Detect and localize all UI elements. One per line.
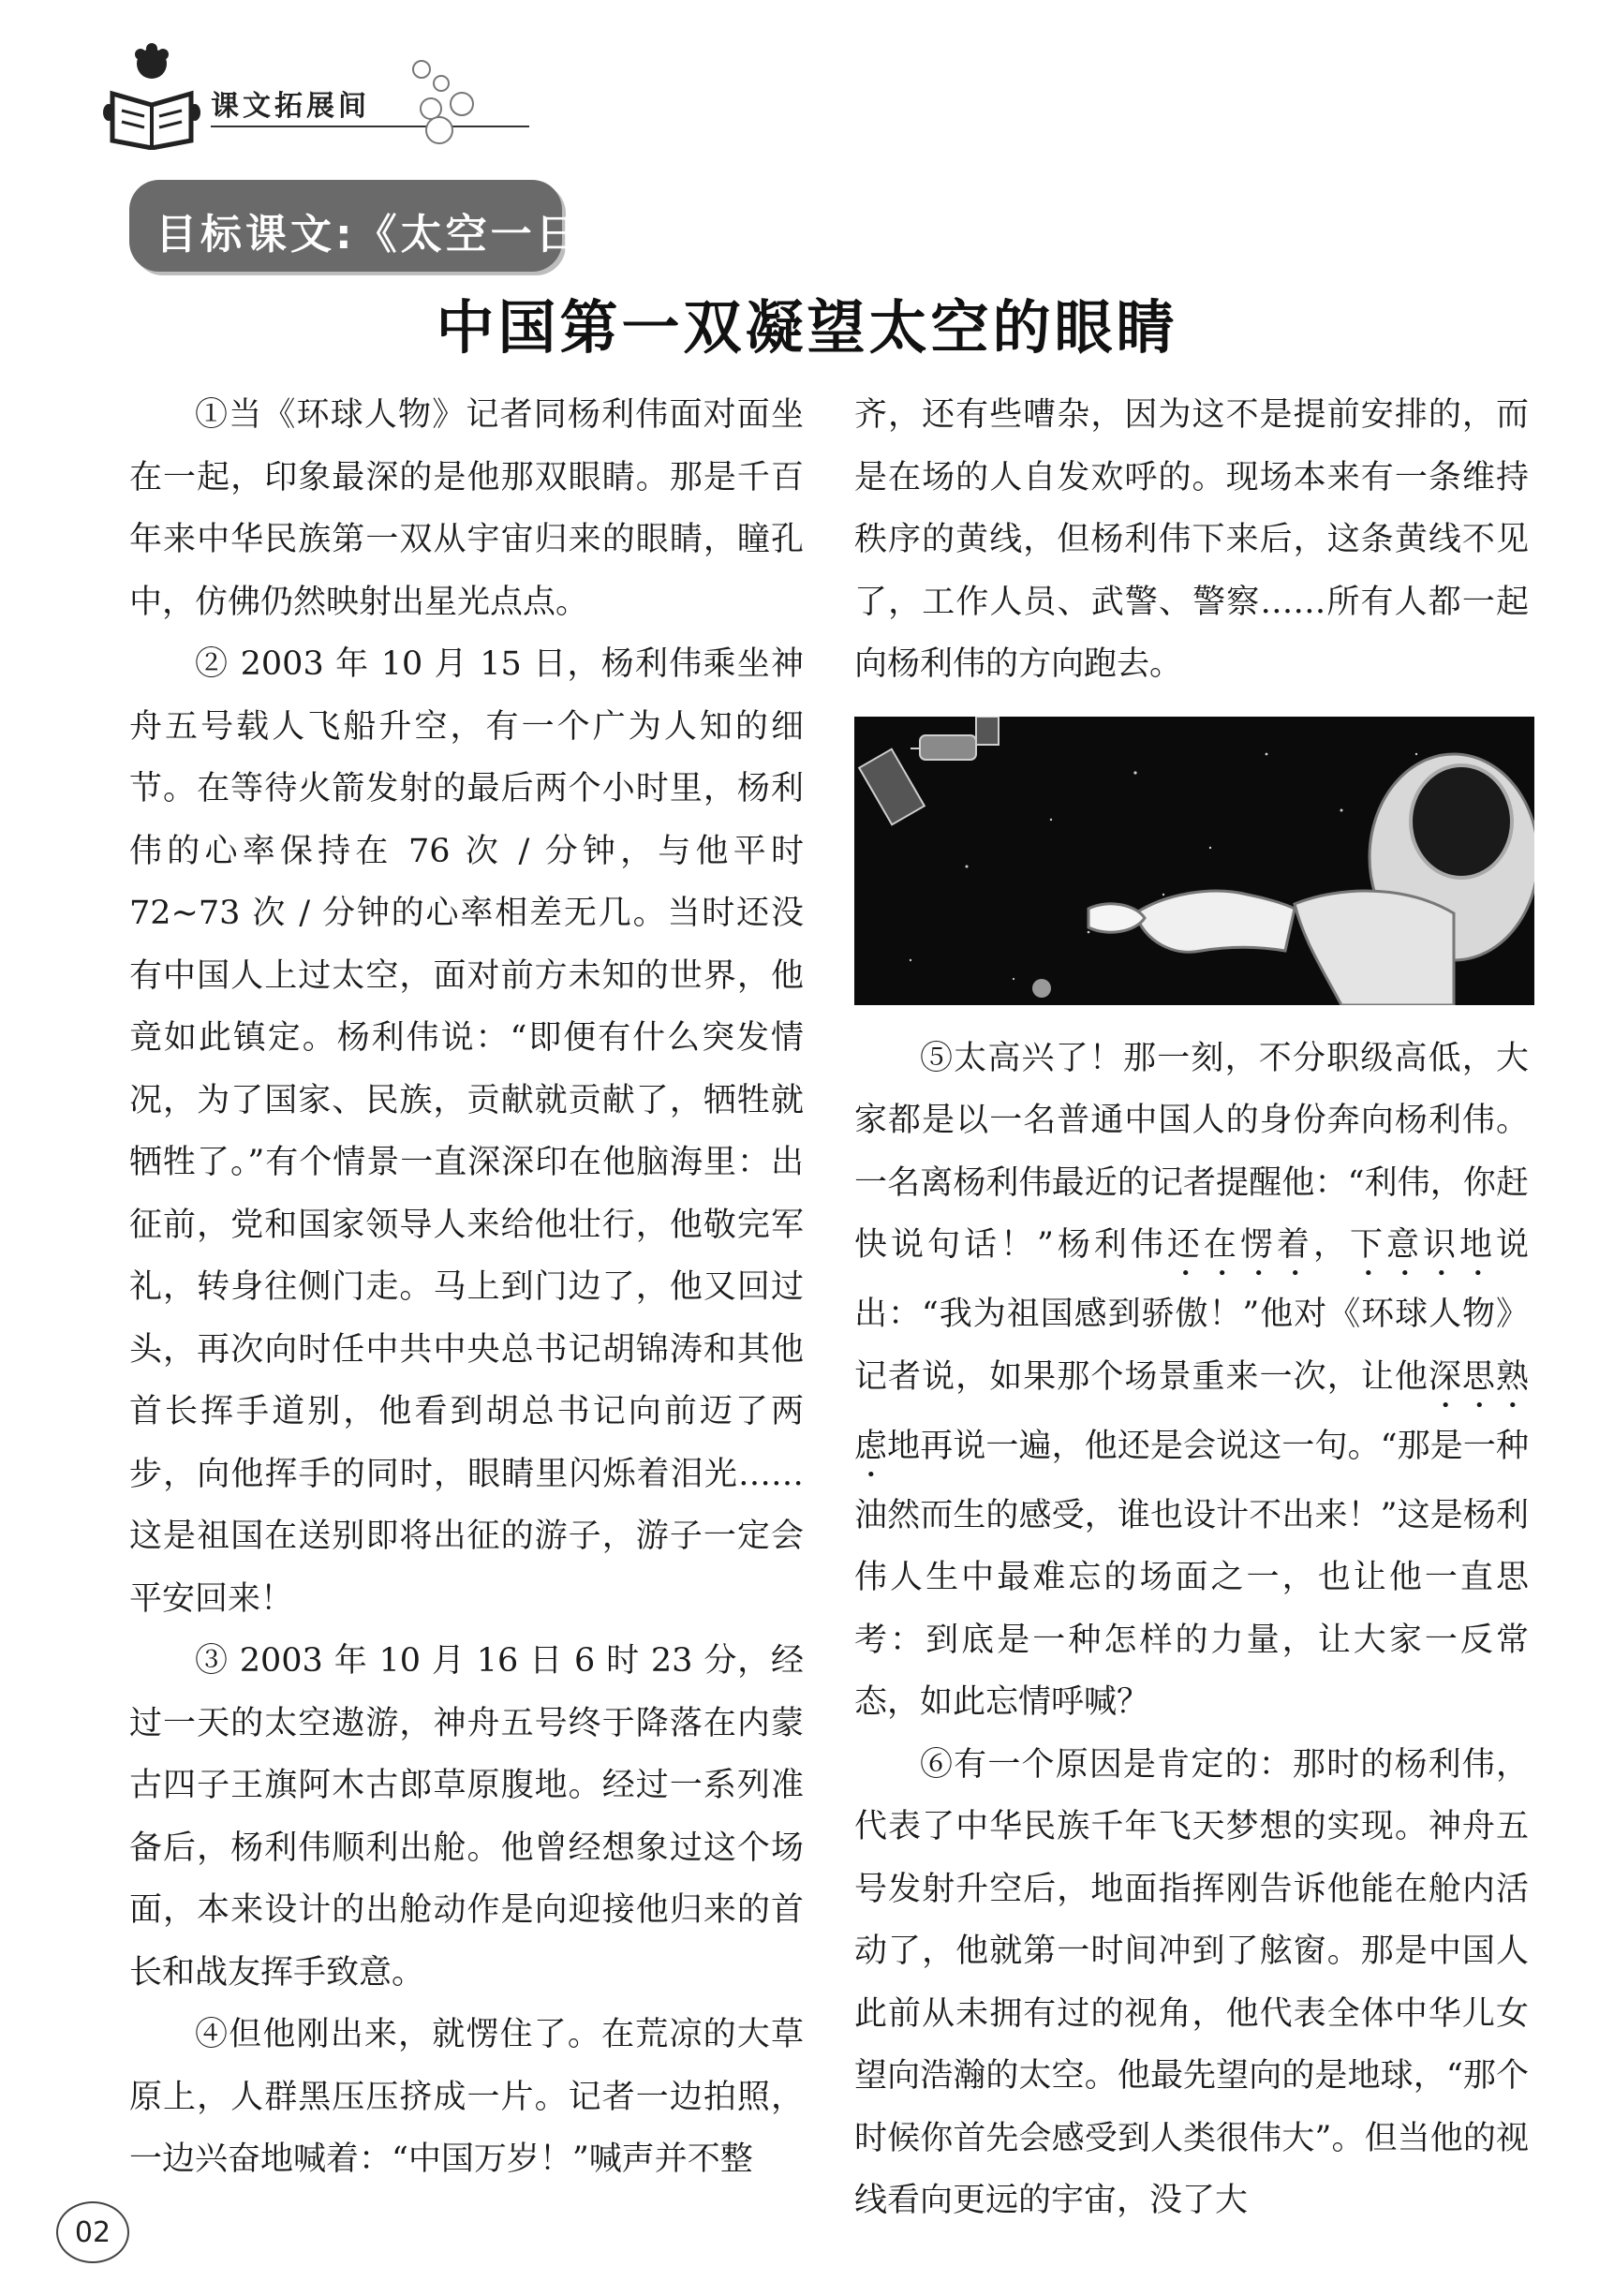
decorative-bubble <box>450 92 474 116</box>
reading-child-icon <box>103 37 206 150</box>
paragraph-5-text-d: 地再说一遍，他还是会说这一句。“那是一种油然而生的感受，谁也设计不出来！”这是杨利伟人生中最难忘的场面之一，也让他一直思考：到底是一种怎样的力量，让大家一反常态，如此忘情呼喊？ <box>854 1427 1529 1721</box>
paragraph-1: ①当《环球人物》记者同杨利伟面对面坐在一起，印象最深的是他那双眼睛。那是千百年来中华民族第一双从宇宙归来的眼睛，瞳孔中，仿佛仍然映射出星光点点。 <box>129 396 804 621</box>
decorative-bubble <box>433 75 450 92</box>
astronaut-illustration <box>854 717 1534 1005</box>
paragraph-5-text-b: ， <box>1312 1226 1350 1264</box>
paragraph-3: ③ 2003 年 10 月 16 日 6 时 23 分，经过一天的太空遨游，神舟五号终于降落在内蒙古四子王旗阿木古郎草原腹地。经过一系列准备后，杨利伟顺利出舱。他曾经想象过这个场面，本来设计的出舱动作是向迎接他归来的首长和战友挥手致意。 <box>129 1642 804 1992</box>
target-text-label: 目标课文:《太空一日》 <box>155 211 626 259</box>
paragraph-4: ④但他刚出来，就愣住了。在荒凉的大草原上，人群黑压压挤成一片。记者一边拍照，一边兴奋地喊着：“中国万岁！”喊声并不整 <box>129 2016 804 2178</box>
section-header <box>103 37 496 159</box>
emphasis-still-stunned: 还在愣着 <box>1166 1226 1313 1264</box>
page-number: 02 <box>56 2201 129 2263</box>
right-column <box>854 384 1529 2232</box>
emphasis-subconsciously: 下意识地 <box>1349 1226 1496 1264</box>
paragraph-5 <box>854 1028 1529 1734</box>
paragraph-2: ② 2003 年 10 月 15 日，杨利伟乘坐神舟五号载人飞船升空，有一个广为人知的细节。在等待火箭发射的最后两个小时里，杨利伟的心率保持在 76 次 / 分钟，与他平时 72~73 次 / 分钟的心率相差无几。当时还没有中国人上过太空，面对前方未知的世界，他竟如此镇定。杨利伟说：“即便有什么突发情况，为了国家、民族，贡献就贡献了，牺牲就牺牲了。”有个情景一直深深印在他脑海里：出征前，党和国家领导人来给他壮行，他敬完军礼，转身往侧门走。马上到门边了，他又回过头，再次向时任中共中央总书记胡锦涛和其他首长挥手道别，他看到胡总书记向前迈了两步，向他挥手的同时，眼睛里闪烁着泪光……这是祖国在送别即将出征的游子，游子一定会平安回来！ <box>129 645 804 1618</box>
decorative-bubble <box>412 60 431 79</box>
target-text-banner <box>129 180 626 272</box>
paragraph-6: ⑥有一个原因是肯定的：那时的杨利伟，代表了中华民族千年飞天梦想的实现。神舟五号发射升空后，地面指挥刚告诉他能在舱内活动了，他就第一时间冲到了舷窗。那是中国人此前从未拥有过的视角，他代表全体中华儿女望向浩瀚的太空。他最先望向的是地球，“那个时候你首先会感受到人类很伟大”。但当他的视线看向更远的宇宙，没了大 <box>854 1745 1529 2219</box>
paragraph-5-text-a: ⑤太高兴了！那一刻，不分职级高低，大家都是以一名普通中国人的身份奔向杨利伟。一名离杨利伟最近的记者提醒他：“利伟，你赶快说句话！”杨利伟 <box>854 1039 1529 1264</box>
article-title: 中国第一双凝望太空的眼睛 <box>436 293 1178 362</box>
decorative-bubble <box>425 116 453 144</box>
paragraph-5-text-c: 说出：“我为祖国感到骄傲！”他对《环球人物》记者说，如果那个场景重来一次，让他 <box>854 1226 1529 1396</box>
section-title: 课文拓展间 <box>211 90 370 123</box>
header-divider <box>211 126 529 127</box>
paragraph-4-continued: 齐，还有些嘈杂，因为这不是提前安排的，而是在场的人自发欢呼的。现场本来有一条维持秩序的黄线，但杨利伟下来后，这条黄线不见了，工作人员、武警、警察……所有人都一起向杨利伟的方向跑去。 <box>854 396 1529 683</box>
left-column <box>129 384 804 2191</box>
emphasis-deliberately: 深思熟虑 <box>854 1357 1529 1465</box>
